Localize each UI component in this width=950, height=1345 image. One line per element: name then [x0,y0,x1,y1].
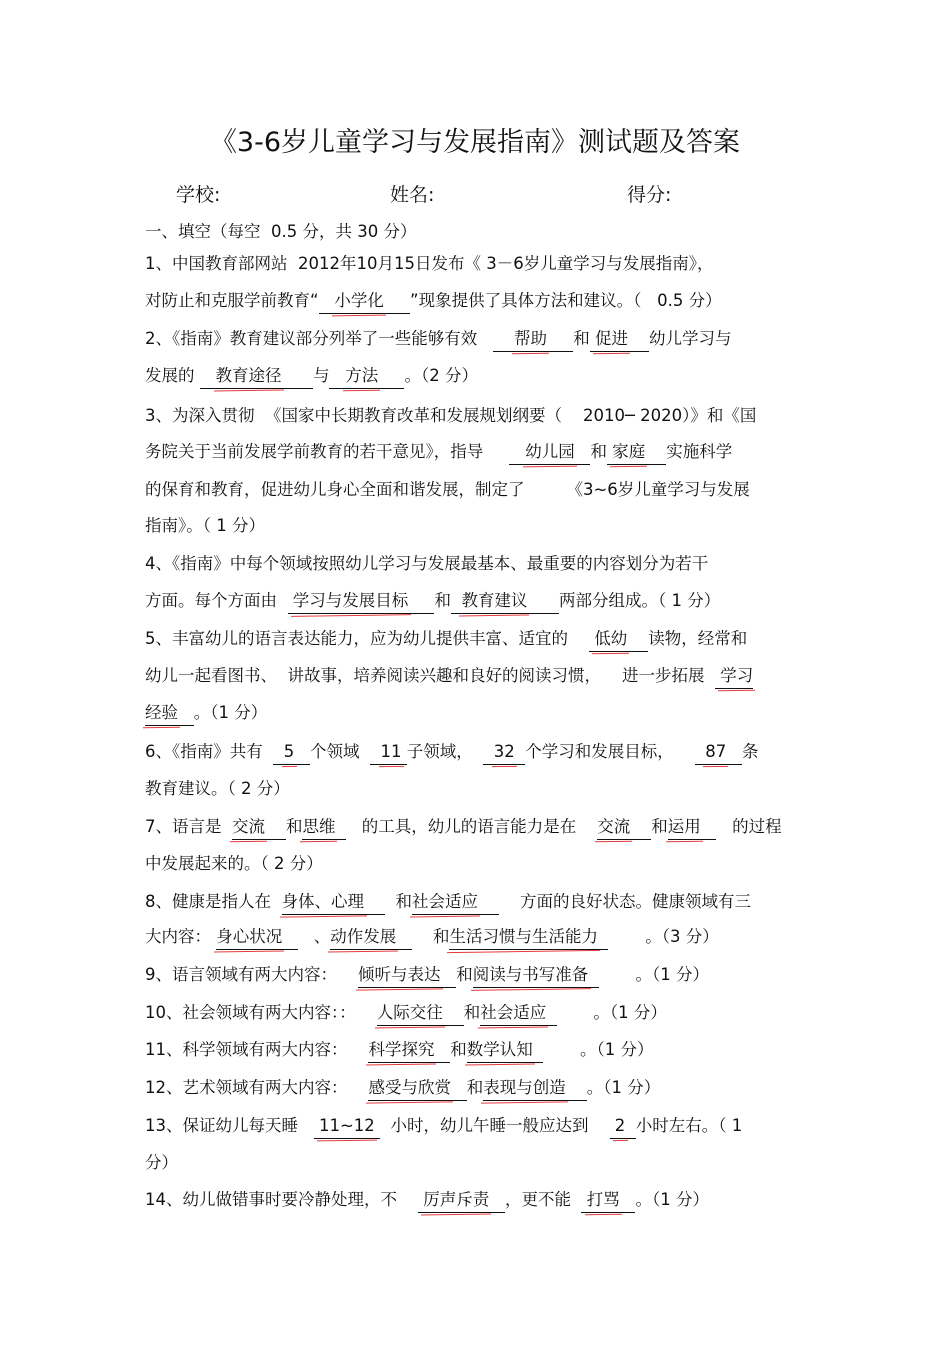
question-line [145,961,709,985]
question-text: 和 [412,927,450,946]
question-text: 条 [741,742,759,761]
question-text: 对防止和克服学前教育“ [145,291,319,310]
question-text: 和 [384,892,412,911]
answer-text: 11 [380,742,402,761]
question-line [145,550,708,574]
question-text: 指南》。（ 1 分） [145,516,265,535]
question-text: 个学习和发展目标， [525,742,695,761]
question-line [145,850,323,874]
question-line [145,325,731,349]
question-line [145,287,722,311]
answer-text: 运用 [667,817,701,836]
answer-text: 低幼 [594,629,628,648]
question-text: 8、健康是指人在 [145,892,282,911]
question-text: 。（1 分） [586,1078,661,1097]
answer-text: 倾听与表达 [357,965,441,984]
answer-blank [483,742,525,761]
answer-text: 厉声斥责 [423,1190,490,1209]
answer-blank [329,366,404,385]
question-line [145,888,751,912]
answer-blank [509,442,590,461]
answer-blank [200,366,313,385]
name-label: 姓名: [390,184,435,206]
question-text: 2、《指南》教育建议部分列举了一些能够有效 [145,329,493,348]
question-text: 务院关于当前发展学前教育的若干意见》，指导 [145,442,510,461]
question-text: 和 [434,591,451,610]
answer-text: 32 [493,742,515,761]
answer-blank [467,1040,544,1059]
question-text: 13、保证幼儿每天睡 [145,1116,314,1135]
question-line [145,662,753,686]
question-text: ，更不能 [504,1190,582,1209]
answer-text: 家庭 [612,442,646,461]
question-line [145,775,290,799]
question-line [145,476,750,500]
answer-blank [451,591,559,610]
answer-blank [668,817,717,836]
question-text: 和 [463,1003,481,1022]
question-line [145,250,713,274]
answer-text: 思维 [302,817,336,836]
question-text: 和 [456,965,473,984]
answer-blank [368,1078,466,1097]
question-text: 的工具，幼儿的语言能力是在 [345,817,598,836]
question-text: 幼儿学习与 [648,329,732,348]
answer-blank [607,442,666,461]
answer-blank [282,892,385,911]
question-line [145,923,719,947]
answer-text: 社会适应 [411,892,478,911]
answer-blank [449,927,608,946]
question-text: 与 [312,366,330,385]
question-text: 和 [450,1040,467,1059]
page-title: 《3-6岁儿童学习与发展指南》测试题及答案 [209,127,741,158]
answer-text: 交流 [232,817,265,836]
question-text: 发展的 [145,366,200,385]
answer-blank [370,742,407,761]
score-label: 得分: [627,184,672,206]
answer-blank [377,1003,464,1022]
question-text: ”现象提供了具体方法和建议。（ 0.5 分） [410,291,722,310]
question-text: 。（3 分） [608,927,719,946]
answer-blank [314,1116,380,1135]
answer-text: 学习 [720,666,754,685]
question-text: 11、科学领域有两大内容： [145,1040,369,1059]
answer-text: 教育建议 [461,591,528,610]
question-line [145,999,667,1023]
question-line [145,587,720,611]
question-text: 的过程 [716,817,782,836]
question-text: 。（2 分） [404,366,478,385]
answer-blank [715,666,753,685]
answer-text: 打骂 [586,1190,620,1209]
question-text: 和 [285,817,303,836]
question-text: 和 [573,329,590,348]
question-line [145,1149,178,1173]
question-line [145,362,478,386]
answer-blank [590,329,649,348]
question-text: 。（1 分） [635,1190,709,1209]
question-text: 小时，幼儿午睡一般应达到 [380,1116,610,1135]
question-text: 。（1 分） [556,1003,667,1022]
answer-blank [493,329,573,348]
answer-blank [695,742,742,761]
question-text: 读物，经常和 [648,629,748,648]
question-line [145,1186,709,1210]
question-text: 。（1 分） [598,965,709,984]
answer-text: 社会适应 [480,1003,547,1022]
answer-text: 科学探究 [368,1040,435,1059]
answer-blank [581,1190,635,1209]
answer-text: 身心状况 [216,927,283,946]
answer-text: 交流 [597,817,631,836]
school-label: 学校: [176,184,221,206]
question-text: 9、语言领域有两大内容： [145,965,358,984]
answer-blank [288,591,435,610]
answer-text: 阅读与书写准备 [472,965,589,984]
question-text: 7、语言是 [145,817,232,836]
answer-text: 小学化 [334,291,384,310]
answer-blank [610,1116,636,1135]
question-text: 小时左右。（ 1 [635,1116,743,1135]
question-line [145,438,732,462]
question-text: 实施科学 [666,442,733,461]
answer-blank [273,742,310,761]
question-line [145,813,782,837]
question-line [145,1036,653,1060]
question-text: 教育建议。（ 2 分） [145,779,290,798]
answer-text: 人际交往 [376,1003,443,1022]
answer-text: 教育途径 [215,366,282,385]
question-line [145,1112,742,1136]
question-line [145,699,267,723]
question-text: 4、《指南》中每个领域按照幼儿学习与发展最基本、最重要的内容划分为若干 [145,554,709,573]
answer-blank [145,703,194,722]
question-text: 12、艺术领域有两大内容： [145,1078,369,1097]
question-text: 10、社会领域有两大内容：： [145,1003,377,1022]
answer-text: 感受与欣赏 [368,1078,451,1097]
question-text: 1、中国教育部网站 2012年10月15日发布《 3－6岁儿童学习与发展指南》， [145,254,714,273]
answer-text: 经验 [145,703,178,722]
answer-text: 帮助 [513,329,547,348]
question-text: 14、幼儿做错事时要冷静处理，不 [145,1190,418,1209]
question-text: 和 [651,817,668,836]
answer-text: 动作发展 [330,927,397,946]
question-text: 、 [298,927,331,946]
answer-text: 11~12 [318,1116,375,1135]
question-text: 中发展起来的。（ 2 分） [145,854,323,873]
answer-text: 2 [614,1116,626,1135]
answer-blank [216,927,298,946]
question-line [145,402,756,426]
question-text: 分） [145,1153,178,1172]
answer-text: 5 [283,742,295,761]
question-text: 个领域 [310,742,370,761]
answer-blank [358,965,456,984]
question-line [145,738,758,762]
answer-text: 87 [705,742,727,761]
answer-blank [597,817,651,836]
answer-text: 学习与发展目标 [292,591,409,610]
question-line [145,625,747,649]
answer-text: 身体、心理 [281,892,364,911]
answer-blank [480,1003,557,1022]
answer-text: 促进 [594,329,628,348]
question-text: 。（1 分） [193,703,268,722]
answer-text: 表现与创造 [483,1078,566,1097]
question-text: 幼儿一起看图书、 讲故事，培养阅读兴趣和良好的阅读习惯， 进一步拓展 [145,666,715,685]
question-text: 6、《指南》共有 [145,742,274,761]
answer-blank [418,1190,505,1209]
answer-blank [473,965,599,984]
answer-text: 数学认知 [466,1040,533,1059]
answer-blank [232,817,286,836]
answer-text: 方法 [345,366,379,385]
question-text: 方面的良好状态。健康领域有三 [498,892,751,911]
question-text: 3、为深入贯彻 《国家中长期教育改革和发展规划纲要（ 2010─ 2020）》和《国 [145,406,757,425]
answer-blank [302,817,346,836]
question-text: 和 [466,1078,484,1097]
question-text: 两部分组成。（ 1 分） [558,591,721,610]
answer-blank [412,892,499,911]
question-text: 方面。每个方面由 [145,591,288,610]
answer-text: 幼儿园 [525,442,575,461]
question-text: 5、丰富幼儿的语言表达能力，应为幼儿提供丰富、适宜的 [145,629,589,648]
question-text: 的保育和教育，促进幼儿身心全面和谐发展，制定了 《3~6岁儿童学习与发展 [145,480,750,499]
answer-blank [330,927,412,946]
question-line [145,512,265,536]
question-line [145,1074,660,1098]
answer-blank [483,1078,586,1097]
answer-blank [368,1040,450,1059]
section-heading: 一、填空（每空 0.5 分，共 30 分） [145,222,417,241]
answer-text: 生活习惯与生活能力 [449,927,598,946]
question-text: 和 [590,442,607,461]
question-text: 子领域， [406,742,484,761]
answer-blank [319,291,410,310]
answer-blank [589,629,648,648]
question-text: 。（1 分） [543,1040,654,1059]
question-text: 大内容： [145,927,217,946]
